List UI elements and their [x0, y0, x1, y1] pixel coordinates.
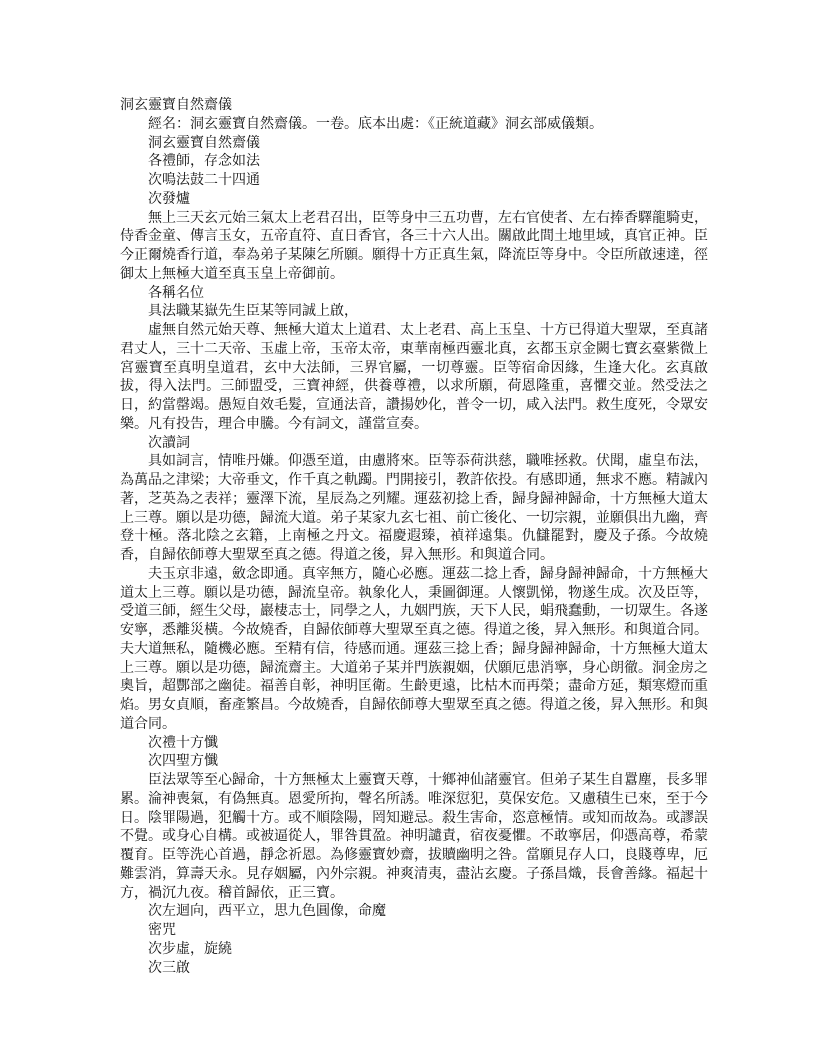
ritual-step: 各禮師，存念如法 [148, 153, 260, 170]
source-note: 經名：洞玄靈寶自然齋儀。一卷。底本出處：《正統道藏》洞玄部威儀類。 [148, 115, 603, 132]
paragraph: 夫玉京非遠，斂念即通。真宰無方，隨心必應。運茲二捻上香，歸身歸神歸命，十方無極大道太上三尊。願以是功德，歸流皇帝。執象化人，秉圖御運。人懷凱悌，物遂生成。次及臣等，受道三師，經生父母，巖棲志士，同學之人，九姻門族，天下人民，蜎飛蠢動，一切眾生。各遂安寧，悉離災橫。今故燒香，自歸依師尊大聖眾至真之德。得道之後，昇入無形。和與道合同。夫大道無私，隨機必應。至精有信，待感而通。運茲三捻上香；歸身歸神歸命，十方無極大道太上三尊。願以是功德，歸流齋主。大道弟子某并門族親姻，伏願厄患消寧，身心朗徹。洞金房之奧旨，超酆部之幽徒。福善自彰，神明匡衛。生齡更遠，比枯木而再榮；盡命方延，類寒燈而重焰。男女貞順，畜產繁昌。今故燒香，自歸依師尊大聖眾至真之德。得道之後，昇入無形。和與道合同。 [120, 565, 708, 732]
document-title: 洞玄靈寶自然齋儀 [120, 97, 232, 113]
paragraph: 無上三天玄元始三氣太上老君召出，臣等身中三五功曹，左右官使者、左右捧香驛龍騎吏，侍香金童、傳言玉女，五帝直符、直日香官，各三十六人出。關啟此間土地里域，真官正神。臣今正爾燒香行道，奉為弟子某陳乞所願。願得十方正真生氣，降流臣等身中。令臣所啟速達，徑御太上無極大道至真玉皇上帝御前。 [120, 209, 708, 282]
ritual-step: 次三啟 [148, 959, 190, 976]
document-page [120, 96, 708, 977]
ritual-step: 密咒 [148, 922, 176, 938]
ritual-step: 次鳴法鼓二十四通 [148, 172, 260, 188]
paragraph: 虛無自然元始天尊、無極大道太上道君、太上老君、高上玉皇、十方已得道大聖眾，至真諸君丈人，三十二天帝、玉虛上帝，玉帝太帝，東華南極西靈北真，玄都玉京金闕七寶玄臺紫微上宮靈寶至真明皇道君，玄中大法師，三界官屬，一切尊靈。臣等宿命因緣，生逢大化。玄真啟拔，得入法門。三師盟受，三寶神經，供養尊禮，以求所願，荷恩隆重，喜懼交並。然受法之日，約當罄竭。愚短自效毛髮，宣通法音，讚揚妙化，普令一切，咸入法門。救生度死，令眾安樂。凡有投告，理合申騰。今有詞文，謹當宣奏。 [120, 322, 708, 432]
ritual-step: 次左迴向，西平立，思九色圓像，命魔 [148, 903, 386, 920]
ritual-step: 次四聖方懺 [148, 753, 218, 770]
ritual-step: 次讀詞 [148, 434, 190, 451]
section-heading: 洞玄靈寶自然齋儀 [148, 134, 260, 151]
paragraph: 臣法眾等至心歸命，十方無極太上靈寶天尊，十鄉神仙諸靈官。但弟子某生自囂塵，長多罪累。淪神喪氣，有偽無真。恩愛所拘，聲名所誘。唯深愆犯，莫保安危。又慮積生已來，至于今日。陰罪陽過，犯觸十方。或不順陰陽，罔知避忌。殺生害命，恣意極情。或知而故為。或謬誤不覺。或身心自構。或被逼從人，罪咎貫盈。神明譴責，宿夜憂懼。不敢寧居，仰憑高尊，希蒙覆育。臣等洗心首過，靜念祈恩。為修靈寶妙齋，拔贖幽明之咎。當願見存人口，良賤尊卑，厄難雲消，算壽天永。見存姻屬，內外宗親。神爽清夷，盡沾玄慶。子孫昌熾，長會善緣。福起十方，禍沉九夜。稽首歸依，正三寶。 [120, 772, 708, 901]
paragraph: 具如詞言，情唯丹嫌。仰憑至道，由慮將來。臣等忝荷洪慈，職唯拯救。伏聞，虛皇布法，為萬品之津梁；大帝垂文，作千真之軌躅。門開接引，教許依投。有感即通，無求不應。精誠內著，芝英為之表祥；靈澤下流，星辰為之列耀。運茲初捻上香，歸身歸神歸命，十方無極大道太上三尊。願以是功德，歸流大道。弟子某家九玄七祖、前亡後化、一切宗親，並願俱出九幽，齊登十極。落北陰之玄籍，上南極之丹文。福慶遐臻，禎祥遠集。仇讎罷對，慶及子孫。今故燒香，自歸依師尊大聖眾至真之德。得道之後，昇入無形。和與道合同。 [120, 453, 708, 563]
ritual-step: 具法職某嶽先生臣某等同誠上啟， [148, 303, 358, 320]
ritual-step: 次禮十方懺 [148, 734, 218, 751]
ritual-step: 次發爐 [148, 190, 190, 207]
ritual-step: 各稱名位 [148, 284, 204, 301]
ritual-step: 次步虛，旋繞 [148, 940, 232, 957]
